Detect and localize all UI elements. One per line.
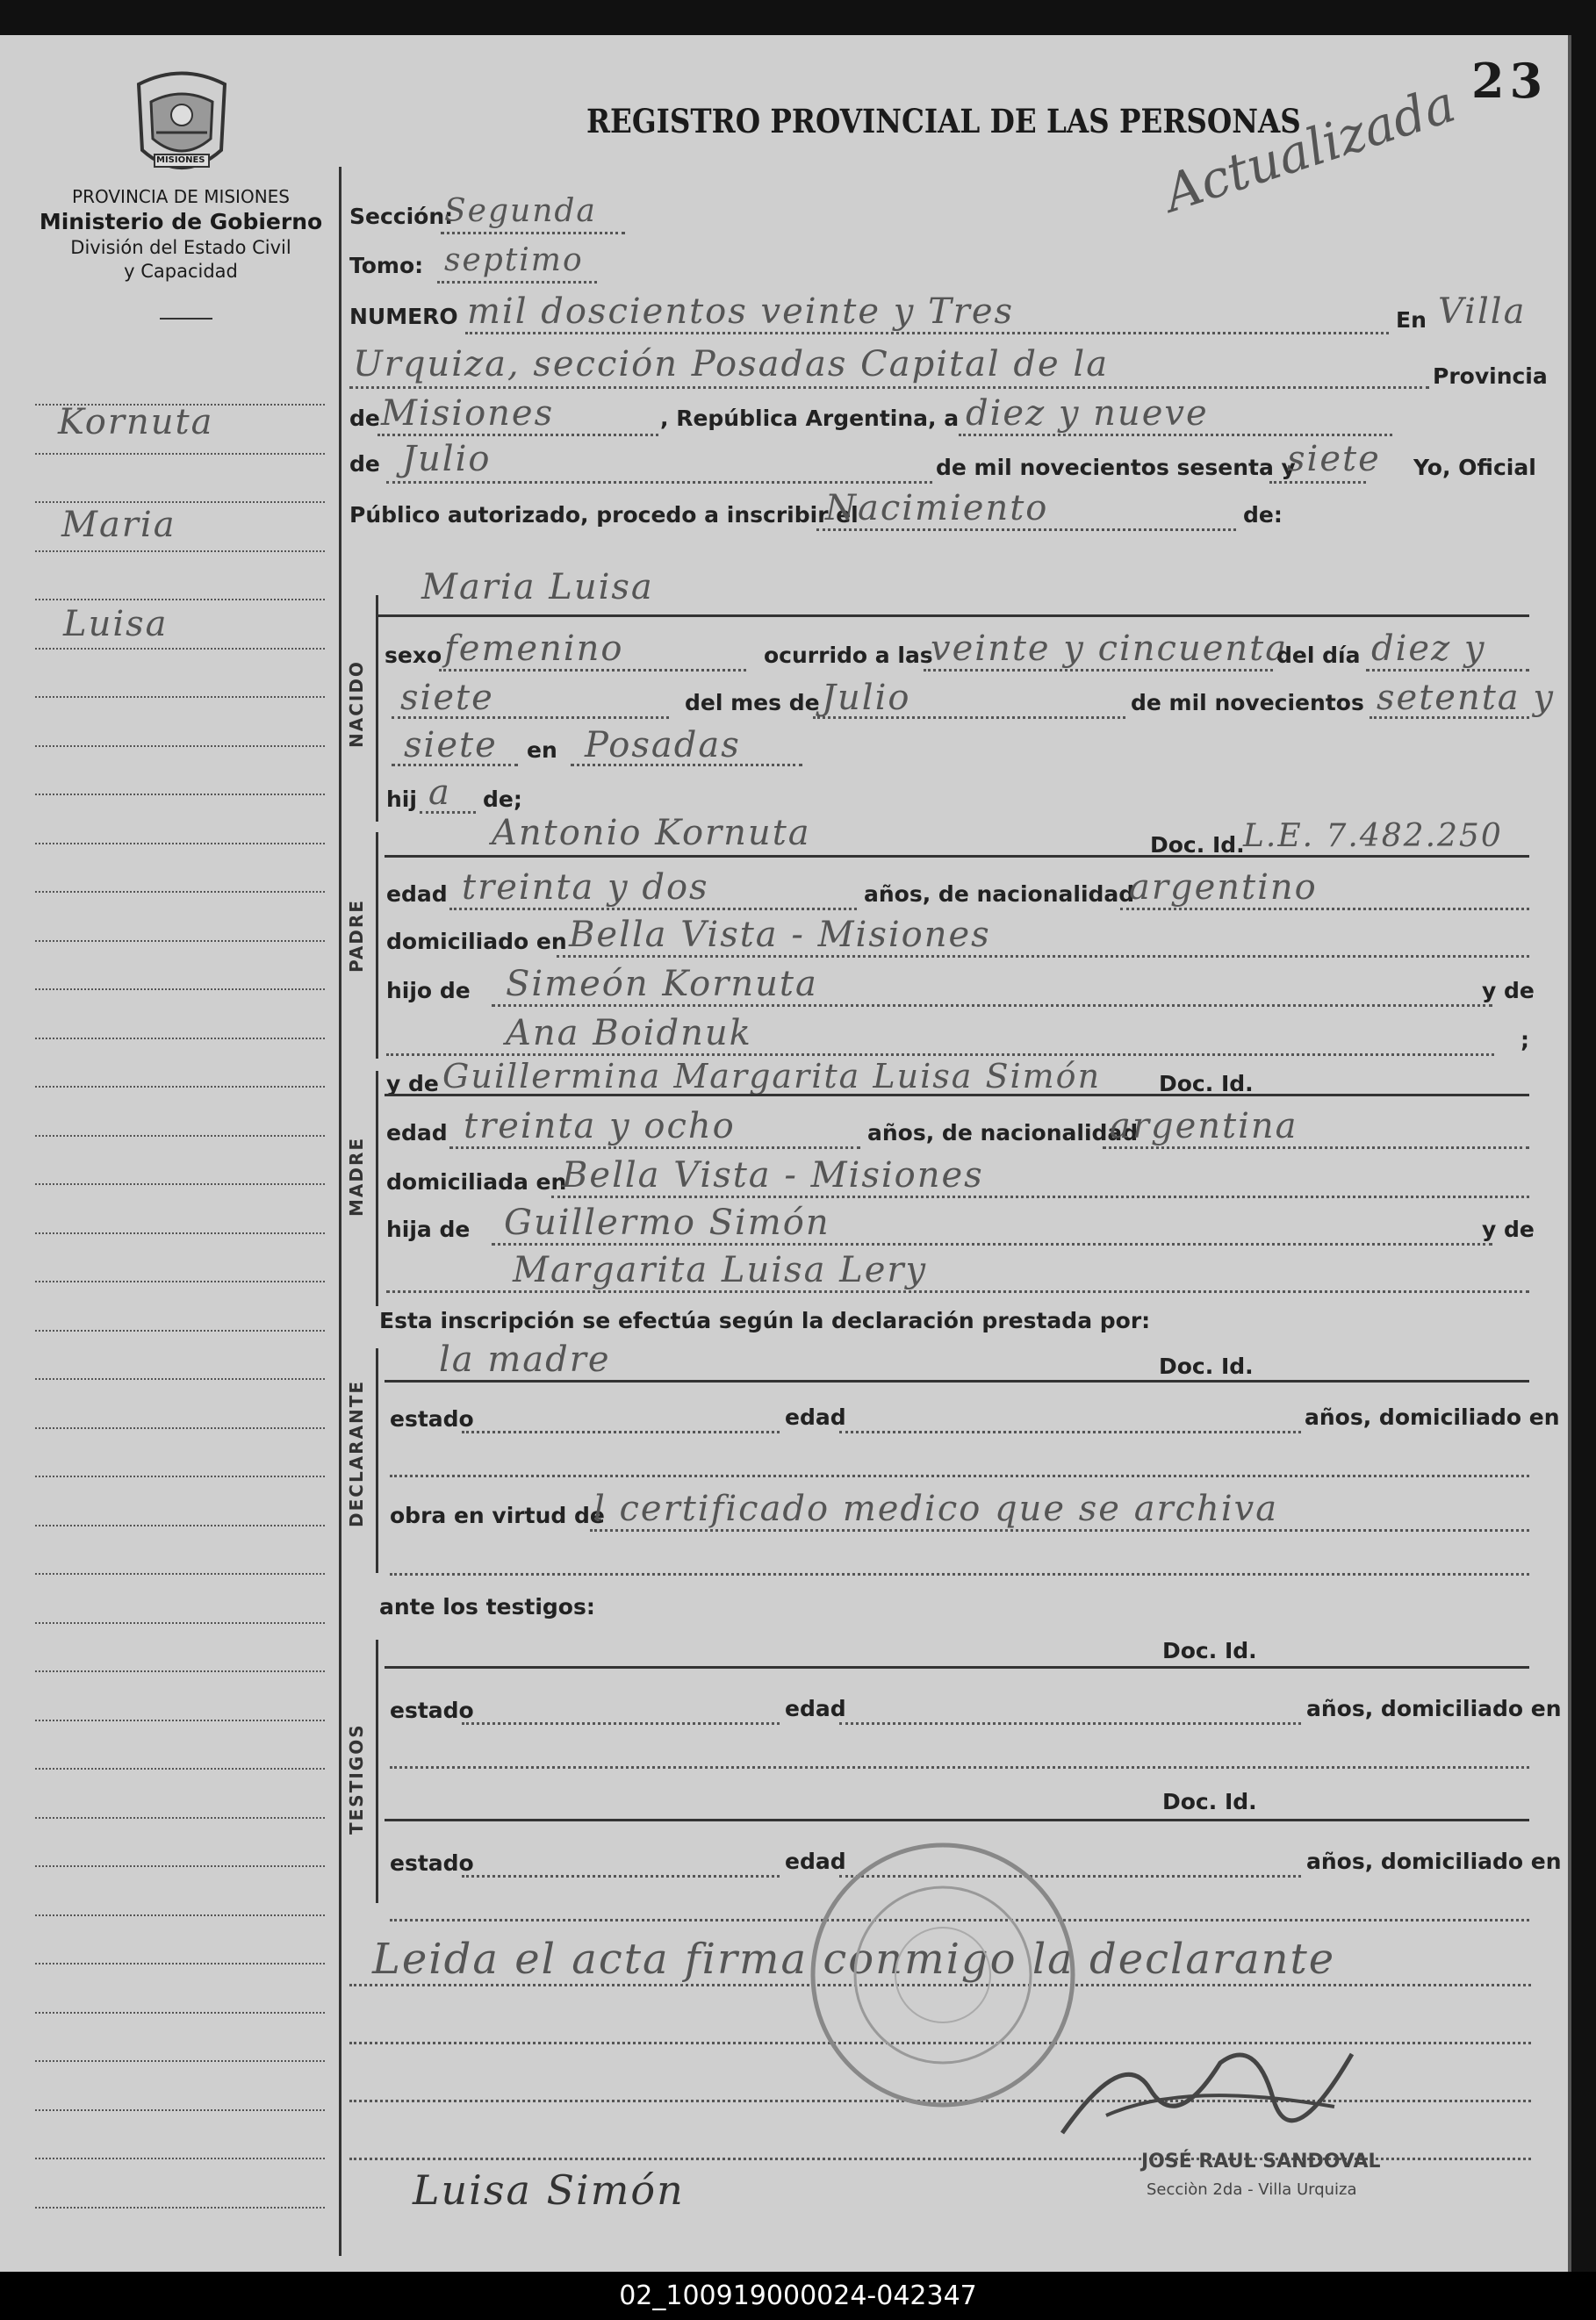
declarante-intro: Esta inscripción se efectúa según la declaración prestada por: — [379, 1308, 1151, 1333]
margin-rule — [35, 599, 325, 600]
testigo1-dom-line — [390, 1766, 1529, 1769]
nacido-name: Maria Luisa — [421, 567, 654, 607]
nacido-bracket — [376, 595, 378, 822]
padre-mother-value: Ana Boidnuk — [506, 1013, 752, 1053]
margin-rule — [35, 1525, 325, 1526]
declarante-edad-line — [839, 1431, 1301, 1433]
padre-bracket — [376, 832, 378, 1059]
madre-mother-value: Margarita Luisa Lery — [513, 1250, 928, 1290]
nacido-mes-line — [813, 716, 1125, 719]
madre-nac-line — [1103, 1146, 1529, 1149]
margin-rule — [35, 1086, 325, 1088]
official-sub: Secciòn 2da - Villa Urquiza — [1147, 2180, 1357, 2199]
margin-rule — [35, 2109, 325, 2111]
padre-father-line — [492, 1004, 1492, 1007]
padre-father-value: Simeón Kornuta — [506, 964, 818, 1004]
margin-rule — [35, 745, 325, 747]
hij-line — [420, 811, 476, 814]
mes-value: Julio — [402, 439, 492, 479]
nacido-dia-line — [1366, 669, 1529, 672]
margin-middle-name: Luisa — [63, 604, 169, 644]
declarante-anios-text: años, domiciliado en — [1305, 1404, 1560, 1430]
testigo2-doc-label: Doc. Id. — [1162, 1789, 1257, 1814]
sexo-line — [439, 669, 746, 672]
margin-divider — [339, 167, 341, 2256]
padre-dom-value: Bella Vista - Misiones — [569, 915, 991, 955]
margin-rule — [35, 1330, 325, 1332]
nacido-anio-line-2 — [392, 764, 518, 766]
madre-dom-value: Bella Vista - Misiones — [562, 1155, 984, 1196]
margin-rule — [35, 1378, 325, 1380]
margin-rule — [35, 2207, 325, 2209]
nacido-name-line — [376, 614, 1529, 617]
testigo1-doc-label: Doc. Id. — [1162, 1638, 1257, 1663]
place-line — [349, 386, 1429, 389]
madre-father-value: Guillermo Simón — [504, 1203, 830, 1243]
nacido-section-label: NACIDO — [346, 660, 367, 748]
document-title: REGISTRO PROVINCIAL DE LAS PERSONAS — [586, 102, 1301, 140]
margin-rule — [35, 988, 325, 990]
margin-rule — [35, 1865, 325, 1867]
madre-hija-label: hija de — [386, 1217, 471, 1242]
margin-rule — [35, 2158, 325, 2159]
margin-rule — [35, 1038, 325, 1039]
margin-rule — [35, 501, 325, 503]
testigo1-anios-text: años, domiciliado en — [1306, 1696, 1562, 1721]
testigo2-name-line — [385, 1819, 1529, 1821]
padre-nac-value: argentino — [1129, 867, 1318, 908]
en-label: En — [1396, 307, 1427, 333]
en-value: Villa — [1438, 291, 1527, 332]
tomo-label: Tomo: — [349, 253, 424, 278]
hij-de-label: de; — [483, 787, 522, 812]
margin-rule — [35, 1183, 325, 1185]
de2-label: de — [349, 451, 380, 477]
testigo1-edad-line — [839, 1722, 1301, 1725]
official-name: JOSÉ RAUL SANDOVAL — [1141, 2151, 1381, 2173]
margin-rule — [35, 940, 325, 942]
margin-rule — [35, 1135, 325, 1137]
margin-rule — [35, 843, 325, 844]
padre-dom-line — [557, 955, 1529, 958]
seccion-line — [441, 232, 625, 234]
en-label-nacido: en — [527, 737, 557, 763]
madre-name: Guillermina Margarita Luisa Simón — [442, 1057, 1102, 1095]
testigo1-estado-line — [462, 1722, 780, 1725]
madre-mother-line — [386, 1290, 1529, 1293]
madre-doc-label: Doc. Id. — [1159, 1071, 1254, 1096]
padre-edad-label: edad — [386, 881, 448, 907]
misiones-seal-icon — [130, 67, 234, 181]
padre-edad-line — [449, 908, 857, 910]
mes-line — [386, 481, 932, 484]
declarante-obra-line — [590, 1529, 1529, 1532]
madre-bracket — [376, 1071, 378, 1306]
margin-rule — [35, 794, 325, 795]
hij-value: a — [428, 772, 451, 813]
padre-hijo-label: hijo de — [386, 978, 471, 1003]
padre-name: Antonio Kornuta — [492, 813, 811, 853]
official-round-stamp-icon — [802, 1835, 1083, 2115]
official-signature-scribble-icon — [1053, 2028, 1387, 2151]
margin-rule — [35, 1670, 325, 1672]
testigo2-anios-text: años, domiciliado en — [1306, 1849, 1562, 1874]
dia-value: diez y nueve — [966, 393, 1209, 434]
madre-nac-value: argentina — [1110, 1106, 1298, 1146]
margin-rule — [35, 1768, 325, 1770]
padre-dom-label: domiciliado en — [386, 929, 567, 954]
margin-rule — [35, 1963, 325, 1964]
padre-semicolon: ; — [1521, 1027, 1529, 1052]
madre-name-line — [385, 1094, 1529, 1096]
padre-doc-label: Doc. Id. — [1150, 832, 1245, 858]
declarante-estado-label: estado — [390, 1406, 474, 1432]
testigo2-edad-label: edad — [785, 1849, 846, 1874]
margin-surname: Kornuta — [58, 402, 214, 442]
place-value: Urquiza, sección Posadas Capital de la — [353, 344, 1110, 384]
hij-label: hij — [386, 787, 417, 812]
testigo1-estado-label: estado — [390, 1698, 474, 1723]
madre-edad-label: edad — [386, 1120, 448, 1146]
org-line-2: Ministerio de Gobierno — [39, 209, 323, 234]
hora-value: veinte y cincuenta — [931, 628, 1289, 669]
numero-value: mil doscientos veinte y Tres — [467, 291, 1015, 332]
seal-caption: MISIONES — [156, 155, 205, 165]
margin-rule — [35, 1817, 325, 1819]
nacido-dia-value-2: siete — [400, 678, 494, 718]
hora-line — [924, 669, 1273, 672]
sexo-label: sexo — [385, 643, 442, 668]
declarante-bracket — [376, 1348, 378, 1573]
seccion-label: Sección: — [349, 204, 454, 229]
tomo-line — [437, 281, 597, 284]
margin-rule — [35, 2012, 325, 2014]
acto-line — [816, 528, 1236, 531]
madre-father-line — [492, 1243, 1492, 1246]
declarante-estado-line — [462, 1431, 780, 1433]
footer-code: 02_100919000024-042347 — [619, 2280, 977, 2311]
footer-bar — [0, 2272, 1596, 2320]
padre-nac-text: años, de nacionalidad — [864, 881, 1135, 907]
madre-yde-label: y de — [386, 1071, 439, 1096]
ocurrido-text: ocurrido a las — [764, 643, 933, 668]
de3-label: de: — [1243, 502, 1283, 528]
padre-name-line — [385, 855, 1529, 858]
madre-section-label: MADRE — [346, 1136, 367, 1217]
padre-section-label: PADRE — [346, 899, 367, 973]
margin-rule — [35, 1232, 325, 1234]
sexo-value: femenino — [444, 628, 624, 669]
lugar-value: Posadas — [585, 725, 741, 765]
nacido-anio-value: setenta y — [1377, 678, 1555, 718]
madre-edad-value: treinta y ocho — [464, 1106, 736, 1146]
testigo2-estado-label: estado — [390, 1850, 474, 1876]
testigos-section-label: TESTIGOS — [346, 1723, 367, 1835]
provincia-value: Misiones — [381, 393, 555, 434]
anio-line — [1269, 481, 1366, 484]
publico-text: Público autorizado, procedo a inscribir el — [349, 502, 859, 528]
testigos-bracket — [376, 1640, 378, 1903]
declarante-edad-label: edad — [785, 1404, 846, 1430]
padre-doc-value: L.E. 7.482.250 — [1243, 818, 1503, 854]
de-label: de — [349, 406, 380, 431]
padre-yde-label: y de — [1482, 978, 1535, 1003]
declarante-obra-label: obra en virtud de — [390, 1503, 605, 1528]
tomo-value: septimo — [444, 242, 584, 278]
actualizada-stamp: Actualizada — [1157, 73, 1463, 224]
provincia-line — [377, 434, 658, 436]
margin-rule — [35, 1914, 325, 1916]
seccion-value: Segunda — [444, 193, 597, 229]
org-underline — [160, 318, 212, 320]
margin-first-name: Maria — [61, 505, 176, 545]
org-line-3: División del Estado Civil — [70, 237, 291, 258]
margin-rule — [35, 696, 325, 698]
declarante-name: la madre — [439, 1340, 611, 1380]
padre-edad-value: treinta y dos — [462, 867, 709, 908]
margin-rule — [35, 1573, 325, 1575]
lugar-line — [571, 764, 802, 766]
numero-label: NUMERO — [349, 304, 458, 329]
padre-mother-line — [386, 1053, 1494, 1056]
org-line-4: y Capacidad — [124, 261, 238, 282]
madre-nac-text: años, de nacionalidad — [867, 1120, 1139, 1146]
org-line-1: PROVINCIA DE MISIONES — [72, 186, 290, 207]
milnov-text: de mil novecientos — [1131, 690, 1364, 715]
madre-yde2-label: y de — [1482, 1217, 1535, 1242]
registry-sheet — [0, 35, 1571, 2272]
leida-text: Leida el acta firma conmigo la declarante — [372, 1935, 1336, 1984]
mil-text: de mil novecientos sesenta y — [936, 455, 1296, 480]
republica-text: , República Argentina, a — [660, 406, 960, 431]
margin-rule — [35, 1622, 325, 1624]
provincia-label: Provincia — [1433, 363, 1548, 389]
testigos-intro: ante los testigos: — [379, 1594, 595, 1620]
declarant-signature: Luisa Simón — [413, 2166, 685, 2214]
delmes-text: del mes de — [685, 690, 820, 715]
declarante-dom-line — [390, 1475, 1529, 1477]
numero-line — [465, 332, 1389, 334]
margin-rule — [35, 648, 325, 650]
page-number: 23 — [1471, 53, 1549, 109]
nacido-mes-value: Julio — [822, 678, 911, 718]
madre-dom-line — [551, 1196, 1529, 1198]
nacido-anio-value-2: siete — [404, 725, 498, 765]
anio-value: siete — [1287, 439, 1381, 479]
declarante-extra-line — [390, 1573, 1529, 1576]
nacido-dia-value: diez y — [1371, 628, 1486, 669]
declarante-obra-value: l certificado medico que se archiva — [593, 1489, 1279, 1529]
margin-rule — [35, 2060, 325, 2062]
padre-nac-line — [1120, 908, 1529, 910]
madre-edad-line — [449, 1146, 860, 1149]
testigo2-estado-line — [462, 1875, 780, 1878]
testigo1-name-line — [385, 1666, 1529, 1669]
margin-rule — [35, 550, 325, 552]
deldia-text: del día — [1276, 643, 1361, 668]
madre-dom-label: domiciliada en — [386, 1169, 567, 1195]
margin-rule — [35, 1281, 325, 1282]
nacido-anio-line — [1370, 716, 1529, 719]
testigo1-edad-label: edad — [785, 1696, 846, 1721]
nacido-dia-line-2 — [392, 716, 669, 719]
margin-rule — [35, 1476, 325, 1477]
margin-rule — [35, 1427, 325, 1429]
margin-rule — [35, 891, 325, 893]
dia-line — [959, 434, 1392, 436]
margin-rule — [35, 453, 325, 455]
declarante-section-label: DECLARANTE — [346, 1379, 367, 1527]
margin-rule — [35, 1720, 325, 1721]
declarante-doc-label: Doc. Id. — [1159, 1354, 1254, 1379]
acto-value: Nacimiento — [825, 488, 1049, 528]
yo-text: Yo, Oficial — [1413, 455, 1536, 480]
declarante-name-line — [385, 1380, 1529, 1383]
